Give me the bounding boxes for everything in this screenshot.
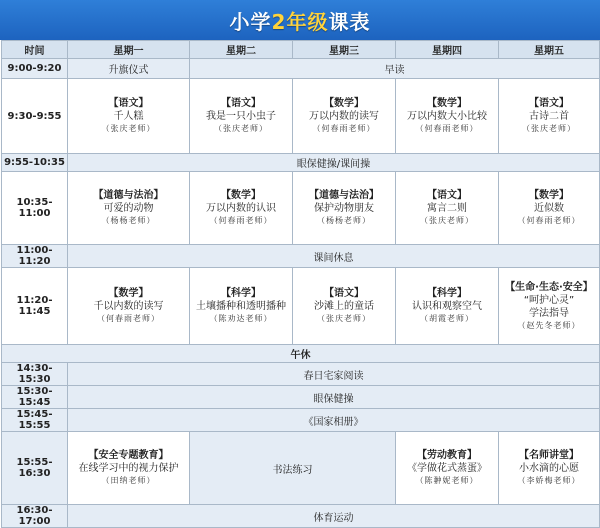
class-cell: 【语文】 寓言二则 （张庆老师） bbox=[396, 172, 499, 245]
span-cell: 《国家相册》 bbox=[68, 409, 600, 432]
header-thu: 星期四 bbox=[396, 41, 499, 59]
table-row bbox=[2, 345, 600, 363]
table-row bbox=[2, 79, 600, 154]
time-cell: 15:45-15:55 bbox=[2, 409, 68, 432]
time-cell: 9:55-10:35 bbox=[2, 154, 68, 172]
time-cell: 16:30-17:00 bbox=[2, 505, 68, 528]
table-row bbox=[2, 386, 600, 409]
header-row bbox=[2, 41, 600, 59]
class-cell: 【劳动教育】 《学做花式蒸蛋》 （陈翀妮老师） bbox=[396, 432, 499, 505]
class-cell: 【名师讲堂】 小水滴的心愿 （李娇梅老师） bbox=[499, 432, 600, 505]
page-title bbox=[230, 6, 371, 35]
title-prefix: 小学 bbox=[229, 9, 272, 34]
time-cell: 9:00-9:20 bbox=[2, 59, 68, 79]
table-row bbox=[2, 59, 600, 79]
table-row bbox=[2, 505, 600, 528]
time-cell: 15:55-16:30 bbox=[2, 432, 68, 505]
lunch-break: 午休 bbox=[2, 345, 600, 363]
class-cell: 【数学】 千以内数的读写 （何春雨老师） bbox=[68, 268, 190, 345]
class-cell: 【道德与法治】 保护动物朋友 （杨杨老师） bbox=[293, 172, 396, 245]
table-row bbox=[2, 268, 600, 345]
span-cell: 体育运动 bbox=[68, 505, 600, 528]
class-cell: 【语文】 千人糕 （张庆老师） bbox=[68, 79, 190, 154]
title-bar bbox=[0, 0, 600, 40]
table-row bbox=[2, 409, 600, 432]
span-cell: 春日宅家阅读 bbox=[68, 363, 600, 386]
class-cell: 【道德与法治】 可爱的动物 （杨杨老师） bbox=[68, 172, 190, 245]
class-cell: 【数学】 万以内数的读写 （何春雨老师） bbox=[293, 79, 396, 154]
class-cell: 【语文】 沙滩上的童话 （张庆老师） bbox=[293, 268, 396, 345]
time-cell: 11:20-11:45 bbox=[2, 268, 68, 345]
table-row bbox=[2, 432, 600, 505]
span-cell: 早读 bbox=[190, 59, 600, 79]
class-cell: 【科学】 土壤播种和透明播种 （陈劝达老师） bbox=[190, 268, 293, 345]
time-cell: 9:30-9:55 bbox=[2, 79, 68, 154]
title-suffix: 课表 bbox=[328, 9, 371, 34]
header-wed: 星期三 bbox=[293, 41, 396, 59]
class-cell: 升旗仪式 bbox=[68, 59, 190, 79]
time-cell: 14:30-15:30 bbox=[2, 363, 68, 386]
table-row bbox=[2, 363, 600, 386]
class-cell: 【数学】 近似数 （何春雨老师） bbox=[499, 172, 600, 245]
span-cell: 眼保健操 bbox=[68, 386, 600, 409]
class-cell: 【数学】 万以内数大小比较 （何春雨老师） bbox=[396, 79, 499, 154]
table-row bbox=[2, 154, 600, 172]
table-row bbox=[2, 245, 600, 268]
time-cell: 15:30-15:45 bbox=[2, 386, 68, 409]
class-cell: 【科学】 认识和观察空气 （胡霞老师） bbox=[396, 268, 499, 345]
class-cell: 【安全专题教育】 在线学习中的视力保护 （田纳老师） bbox=[68, 432, 190, 505]
header-fri: 星期五 bbox=[499, 41, 600, 59]
class-cell: 【语文】 我是一只小虫子 （张庆老师） bbox=[190, 79, 293, 154]
span-cell: 课间休息 bbox=[68, 245, 600, 268]
header-time: 时间 bbox=[2, 41, 68, 59]
class-cell: 【生命·生态·安全】 “呵护心灵” 学法指导 （赵先冬老师） bbox=[499, 268, 600, 345]
header-mon: 星期一 bbox=[68, 41, 190, 59]
time-cell: 10:35-11:00 bbox=[2, 172, 68, 245]
class-cell: 【语文】 古诗二首 （张庆老师） bbox=[499, 79, 600, 154]
class-cell: 【数学】 万以内数的认识 （何春雨老师） bbox=[190, 172, 293, 245]
span-cell: 眼保健操/课间操 bbox=[68, 154, 600, 172]
header-tue: 星期二 bbox=[190, 41, 293, 59]
table-row bbox=[2, 172, 600, 245]
title-grade: 2年级 bbox=[271, 9, 329, 34]
time-cell: 11:00-11:20 bbox=[2, 245, 68, 268]
span-cell: 书法练习 bbox=[190, 432, 396, 505]
schedule-table bbox=[1, 40, 600, 528]
